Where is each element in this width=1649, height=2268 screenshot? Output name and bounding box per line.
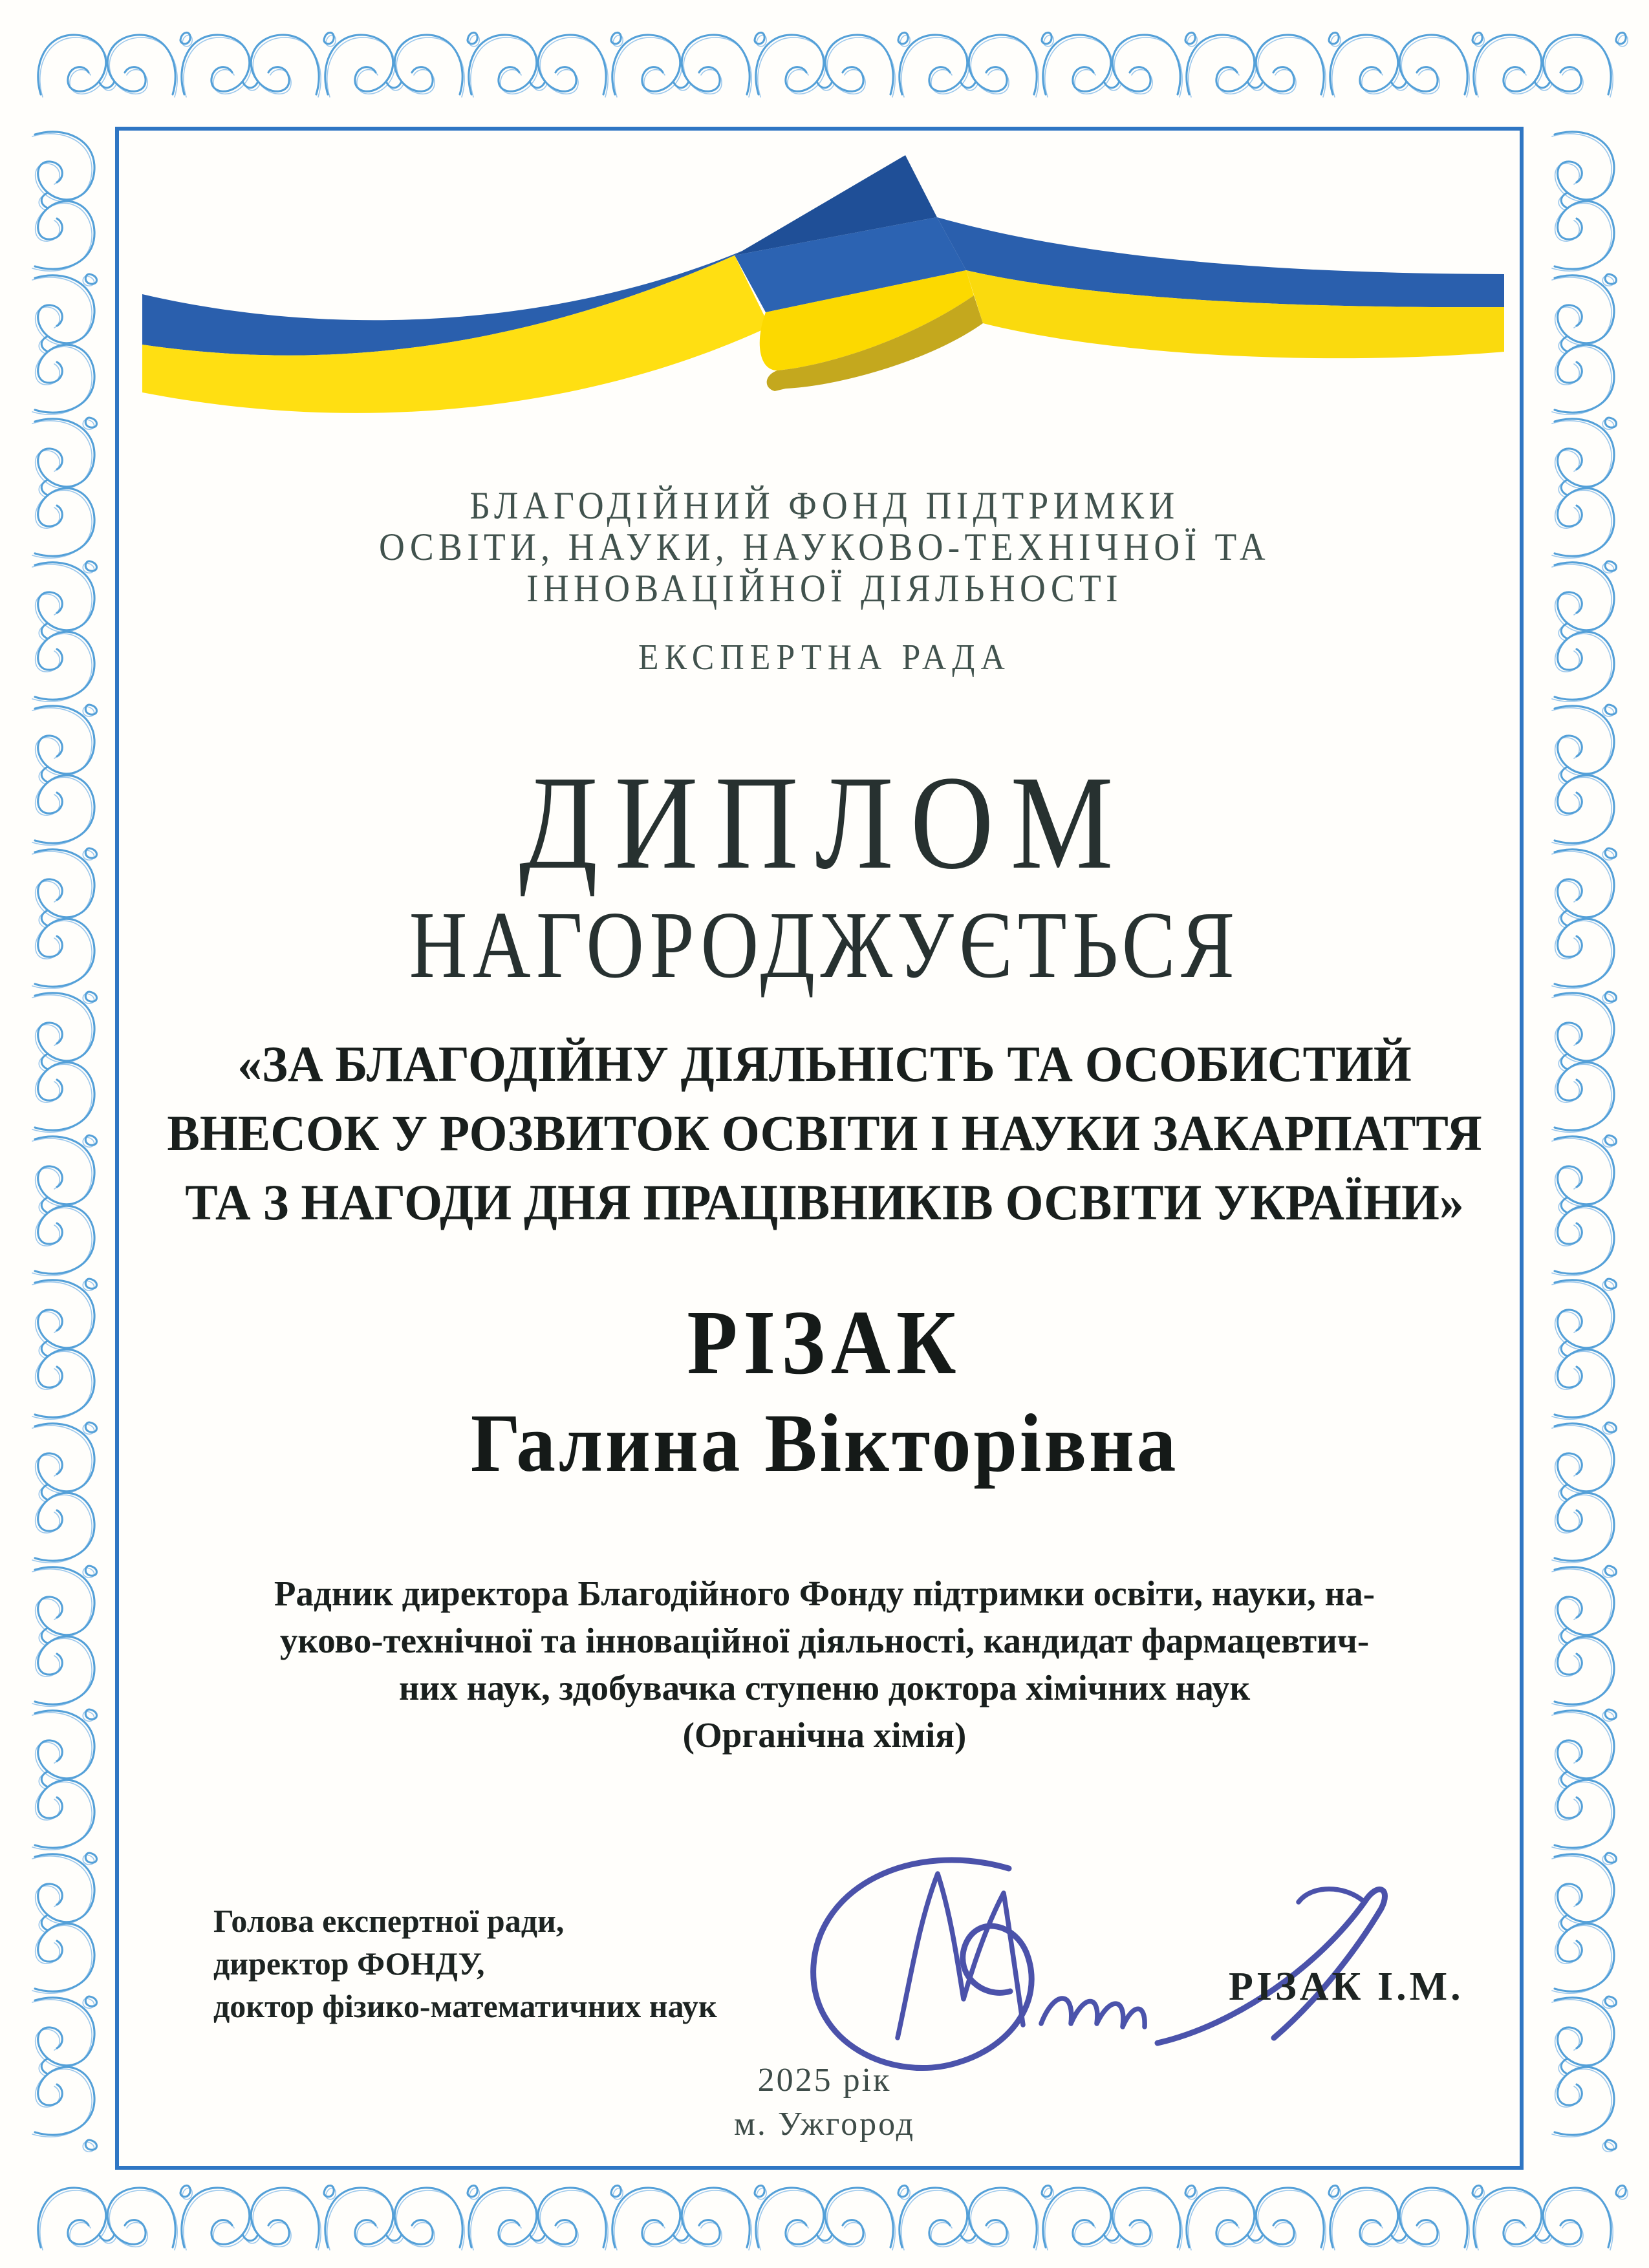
organization-name-line1: БЛАГОДІЙНИЙ ФОНД ПІДТРИМКИ: [469, 484, 1180, 527]
citation-line2: ВНЕСОК У РОЗВИТОК ОСВІТИ І НАУКИ ЗАКАРПАТТЯ: [167, 1105, 1482, 1161]
recipient-description-line3: них наук, здобувачка ступеню доктора хімічних наук: [398, 1668, 1251, 1707]
recipient-description-line4: (Органічна хімія): [682, 1715, 967, 1755]
organization-name-line2: ОСВІТИ, НАУКИ, НАУКОВО-ТЕХНІЧНОЇ ТА: [378, 526, 1271, 568]
organization-name-line3: ІННОВАЦІЙНОЇ ДІЯЛЬНОСТІ: [526, 567, 1123, 610]
citation-line1: «ЗА БЛАГОДІЙНУ ДІЯЛЬНІСТЬ ТА ОСОБИСТИЙ: [237, 1036, 1412, 1092]
year-label: 2025 рік: [757, 2062, 892, 2099]
recipient-given-names: Галина Вікторівна: [470, 1397, 1179, 1489]
recipient-description-line2: уково-технічної та інноваційної діяльності, кандидат фармацевтич-: [279, 1621, 1370, 1660]
city-label: м. Ужгород: [733, 2106, 916, 2143]
recipient-surname: РІЗАК: [687, 1291, 962, 1393]
signatory-title-line1: Голова експертної ради,: [213, 1903, 565, 1939]
signatory-titles: [213, 1899, 717, 2027]
signatory-title-line2: директор ФОНДУ,: [213, 1945, 485, 1982]
citation-line3: ТА З НАГОДИ ДНЯ ПРАЦІВНИКІВ ОСВІТИ УКРАЇНИ»: [185, 1174, 1464, 1230]
recipient-description-line1: Радник директора Благодійного Фонду підтримки освіти, науки, на-: [274, 1574, 1375, 1613]
expert-council-label: ЕКСПЕРТНА РАДА: [638, 637, 1011, 678]
awarded-subtitle: НАГОРОДЖУЄТЬСЯ: [409, 892, 1240, 998]
signatory-name: РІЗАК І.М.: [1229, 1965, 1464, 2009]
diploma-title: ДИПЛОМ: [519, 748, 1130, 897]
signatory-title-line3: доктор фізико-математичних наук: [213, 1988, 717, 2024]
handwritten-signature: [705, 1830, 1455, 2088]
